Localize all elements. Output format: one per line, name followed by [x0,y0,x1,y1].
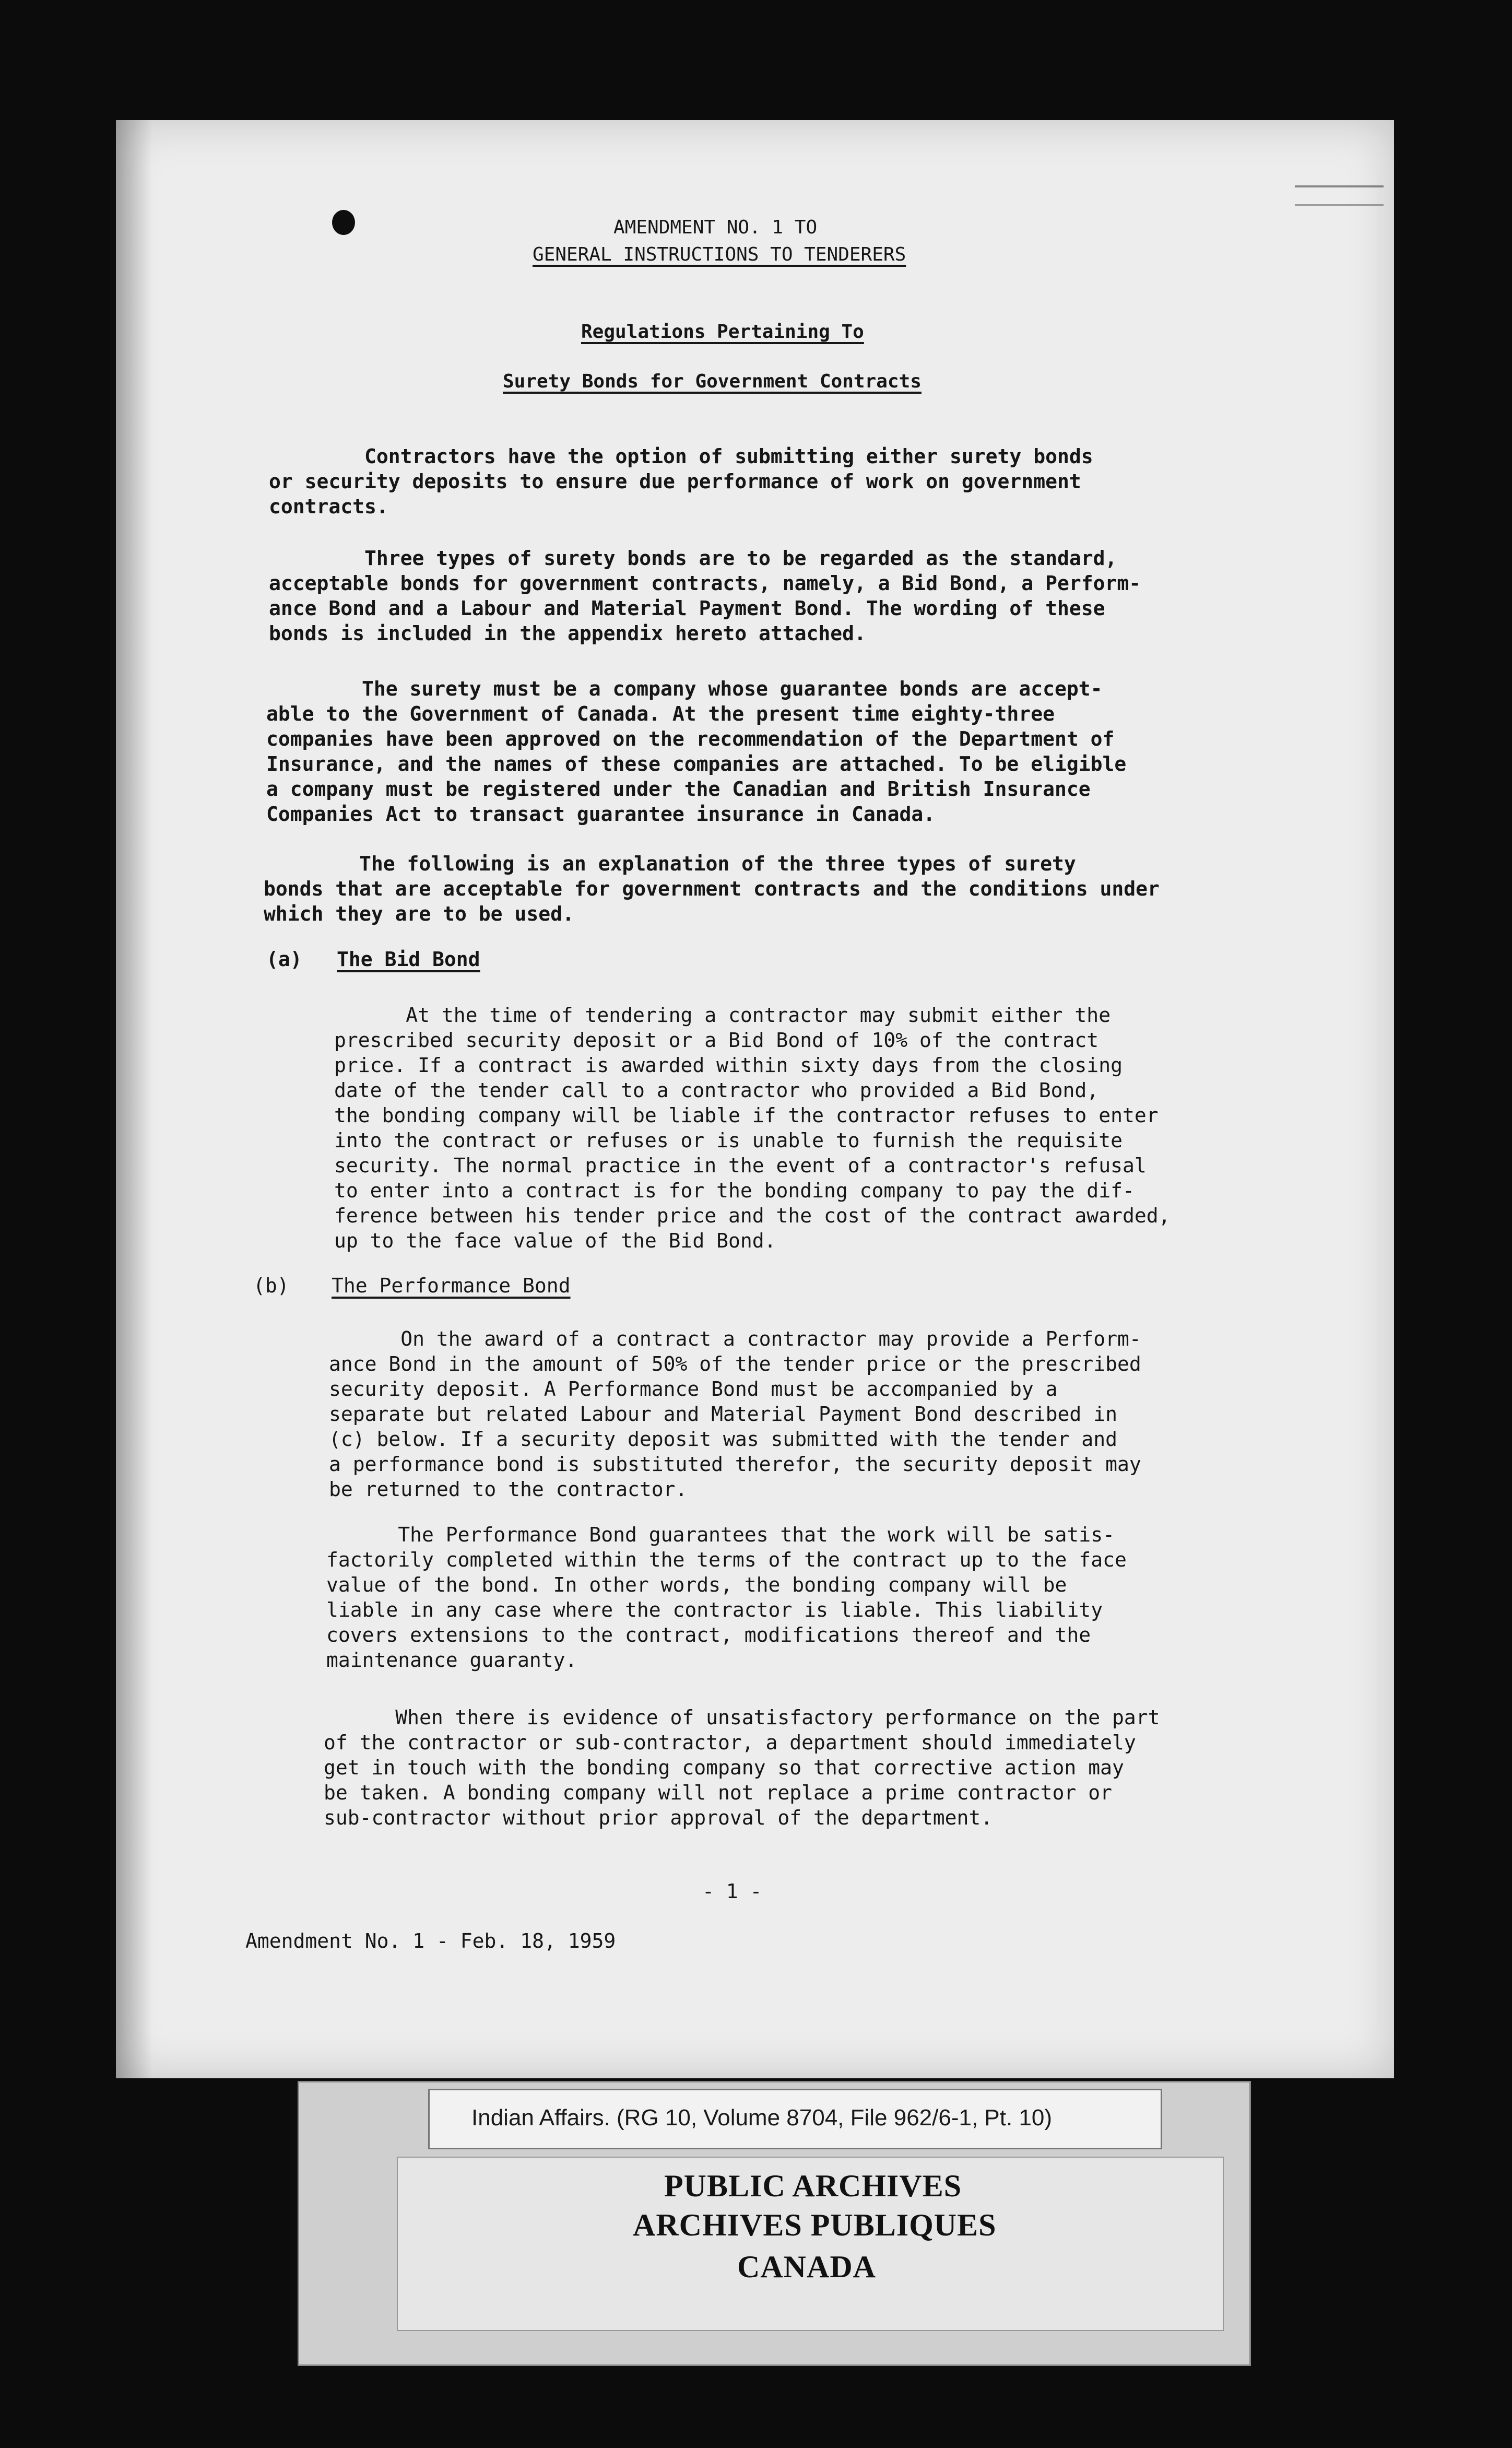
section-b-paragraph-3: When there is evidence of unsatisfactory performance on the part of the contractor or sub-contractor, a department should immediately get in touch with the bonding company so that corrective action may be taken. A bonding company will not replace a prime contractor or sub-contractor without prior approval of the department. [324,1706,1160,1829]
section-a-heading: The Bid Bond [337,948,480,971]
paragraph-explanation: The following is an explanation of the three types of surety bonds that are acceptable for government contracts and the conditions under which they are to be used. [264,852,1160,925]
amendment-title: AMENDMENT NO. 1 TO [613,217,818,238]
paragraph-surety-company: The surety must be a company whose guarantee bonds are accept- able to the Government of Canada. At the present time eighty-three companies have been approved on the recommendation of the Department of Insurance, and the names of these companies are attached. To be eligible a company must be registered under the Canadian and British Insurance Companies Act to transact guarantee insurance in Canada. [266,677,1127,826]
surety-heading: Surety Bonds for Government Contracts [503,371,922,392]
archives-line-3: CANADA [737,2250,876,2284]
page-number: - 1 - [702,1880,762,1903]
reference-label [428,2089,1162,2149]
section-b-heading: The Performance Bond [332,1274,571,1297]
page-shadow [116,120,152,2078]
reference-text: Indian Affairs. (RG 10, Volume 8704, File 962/6-1, Pt. 10) [471,2105,1053,2131]
footer-note: Amendment No. 1 - Feb. 18, 1959 [245,1929,616,1952]
section-a-marker: (a) [266,948,302,971]
general-title: GENERAL INSTRUCTIONS TO TENDERERS [533,244,906,265]
section-b-marker: (b) [253,1274,289,1297]
section-b-paragraph-2: The Performance Bond guarantees that the work will be satis- factorily completed within the terms of the contract up to the face value of the bond. In other words, the bonding company will be liable in any case where the contractor is liable. This liability covers extensions to the contract, modifications thereof and the maintenance guaranty. [326,1523,1127,1672]
regulations-heading: Regulations Pertaining To [581,321,864,343]
staple-mark [1295,185,1384,206]
section-b-paragraph-1: On the award of a contract a contractor may provide a Perform- ance Bond in the amount of 50% of the tender price or the prescribed security deposit. A Performance Bond must be accompanied by a separate but related Labour and Material Payment Bond described in (c) below. If a security deposit was submitted with the tender and a performance bond is substituted therefor, the security deposit may be returned to the contractor. [329,1327,1141,1501]
punch-hole [332,210,355,235]
archives-stamp [397,2157,1224,2331]
section-a-text: At the time of tendering a contractor may submit either the prescribed security deposit or a Bid Bond of 10% of the contract price. If a contract is awarded within sixty days from the closing date of the tender call to a contractor who provided a Bid Bond, the bonding company will be liable if the contractor refuses to enter into the contract or refuses or is unable to furnish the requisite security. The normal practice in the event of a contractor's refusal to enter into a contract is for the bonding company to pay the dif- ference between his tender price and the cost of the contract awarded, up to the face value of the Bid Bond. [334,1004,1171,1252]
archives-line-2: ARCHIVES PUBLIQUES [633,2208,997,2242]
paragraph-bond-types: Three types of surety bonds are to be regarded as the standard, acceptable bonds for government contracts, namely, a Bid Bond, a Perform- ance Bond and a Labour and Material Payment Bond. The wording of these bonds is included in the appendix hereto attached. [269,547,1141,645]
archives-line-1: PUBLIC ARCHIVES [664,2169,962,2203]
paragraph-options: Contractors have the option of submitting either surety bonds or security deposits to ensure due performance of work on government contracts. [269,445,1093,518]
